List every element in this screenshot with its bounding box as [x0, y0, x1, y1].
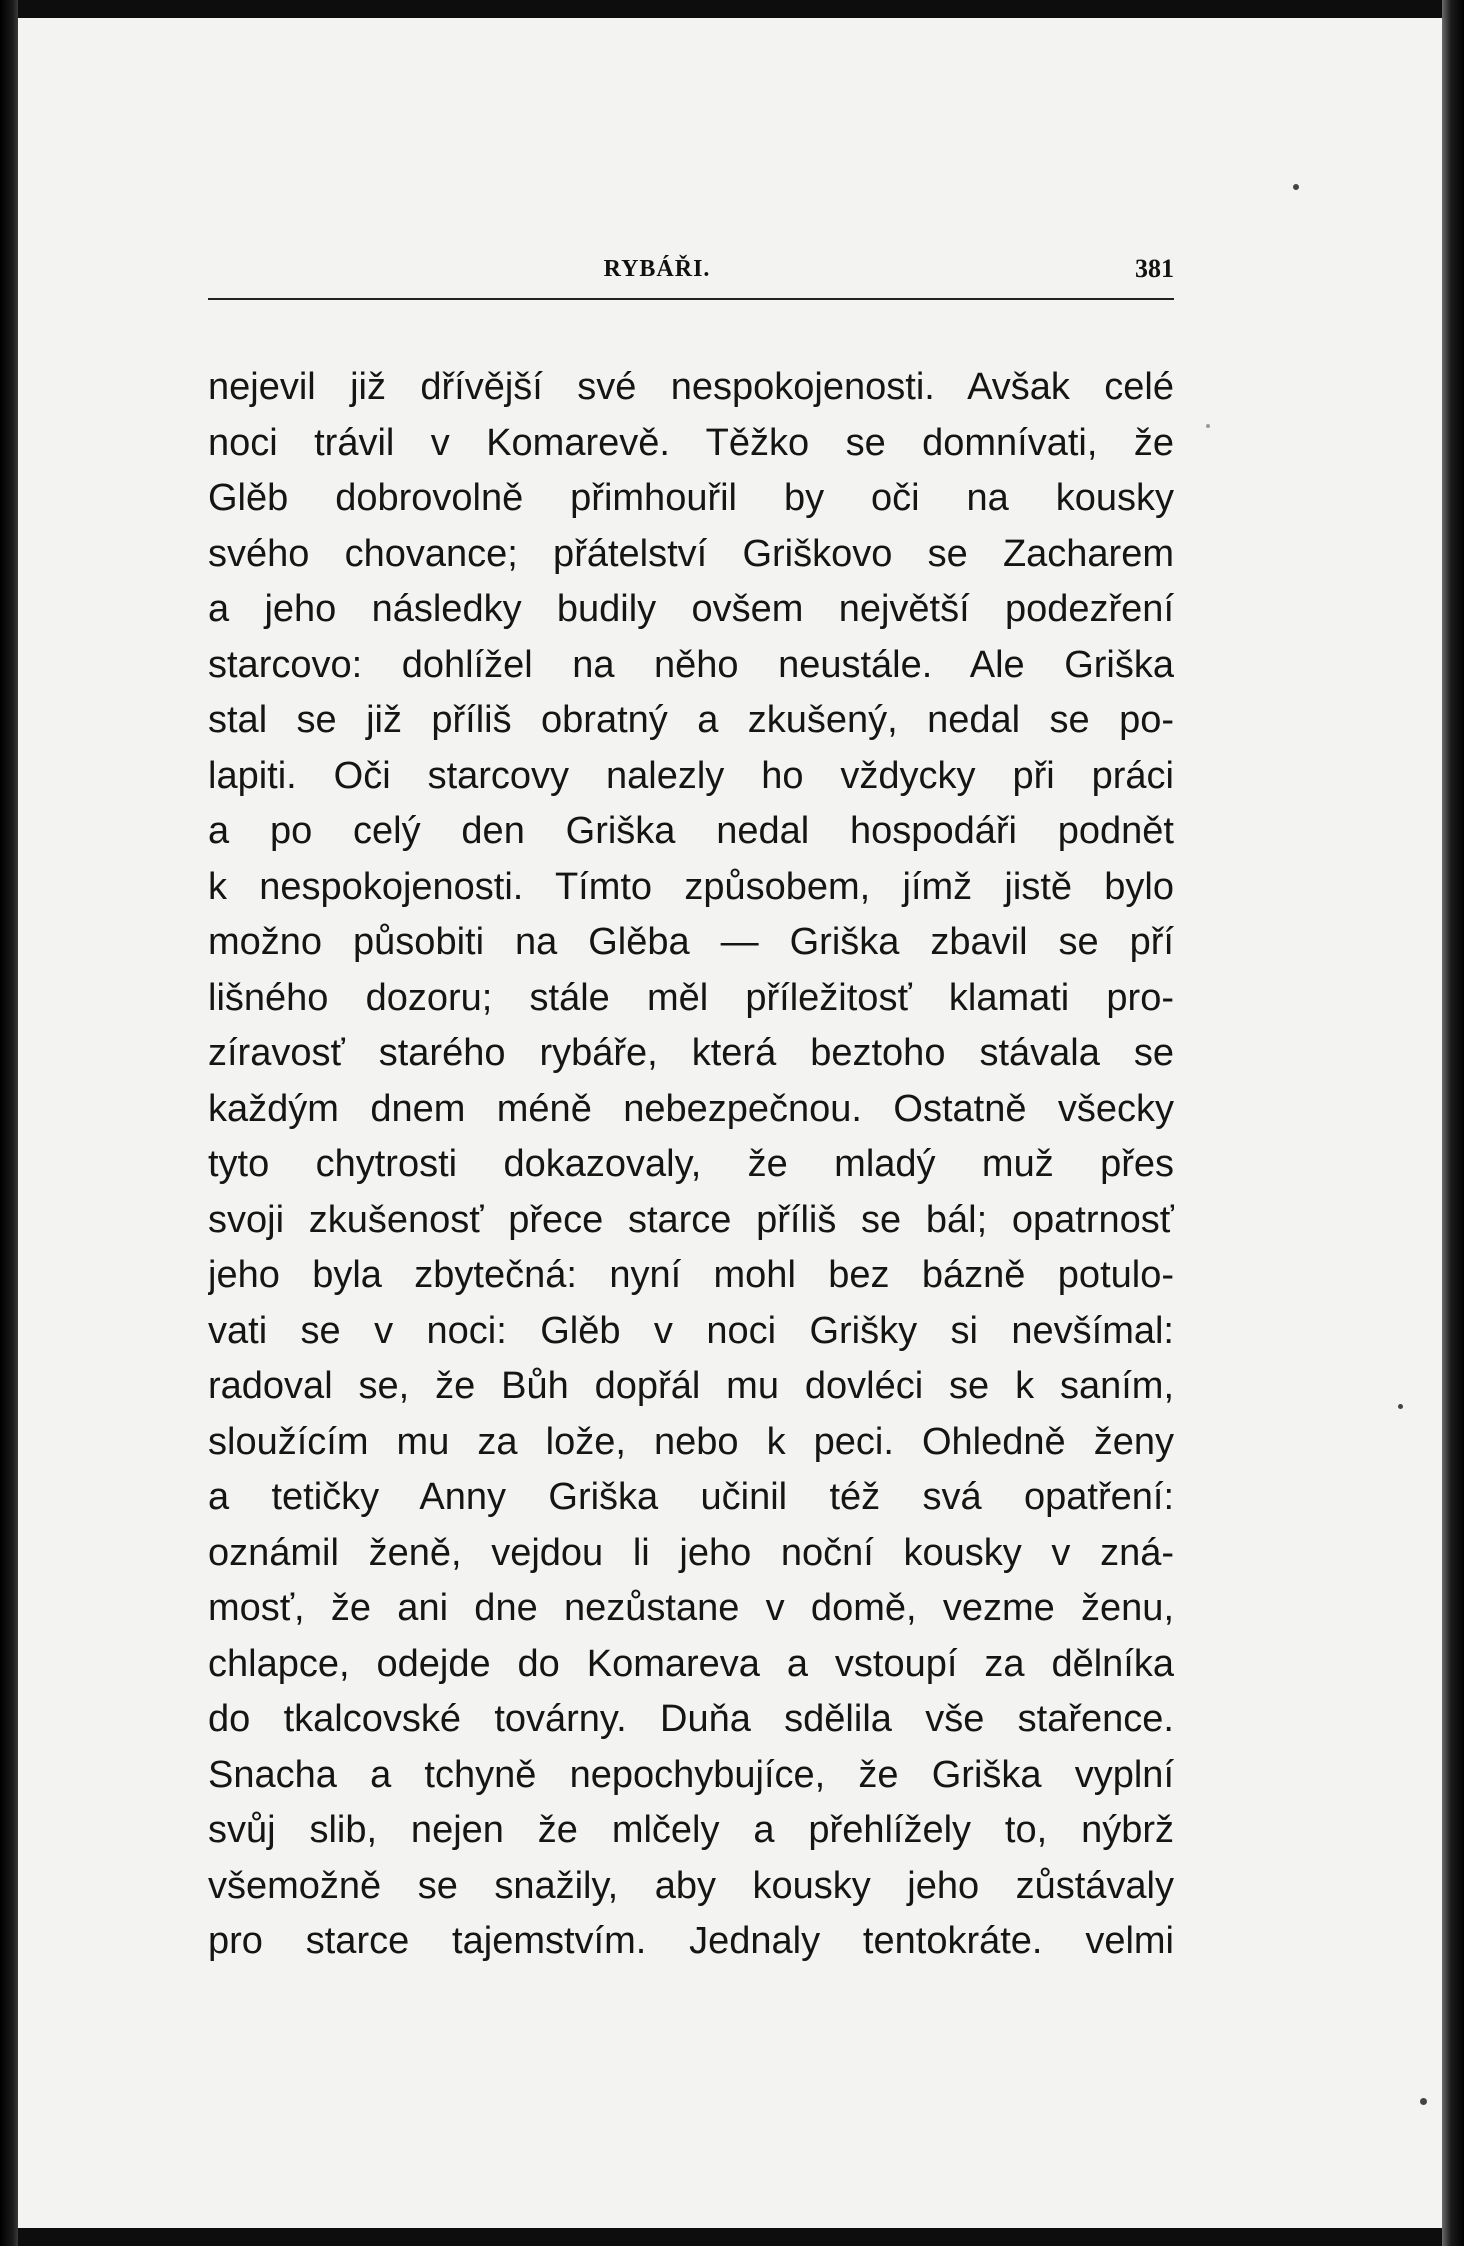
- page-header: [208, 252, 1174, 296]
- scan-right-edge: [1442, 0, 1464, 2246]
- header-rule: [208, 298, 1174, 300]
- text-line: pro starce tajemstvím. Jednaly tentokráte. velmi: [208, 1920, 1174, 1962]
- text-line: svůj slib, nejen že mlčely a přehlížely to, nýbrž: [208, 1809, 1174, 1851]
- text-line: a po celý den Griška nedal hospodáři podnět: [208, 810, 1174, 852]
- text-line: nejevil již dřívější své nespokojenosti. Avšak celé: [208, 366, 1174, 408]
- text-line: a jeho následky budily ovšem největší podezření: [208, 588, 1174, 630]
- text-line: svého chovance; přátelství Griškovo se Zacharem: [208, 532, 1174, 575]
- scan-speck: [1398, 1404, 1403, 1409]
- text-line: svoji zkušenosť přece starce příliš se bál; opatrnosť: [208, 1198, 1174, 1241]
- text-line: tyto chytrosti dokazovaly, že mladý muž přes: [208, 1143, 1174, 1185]
- text-line: Snacha a tchyně nepochybujíce, že Griška vyplní: [208, 1753, 1174, 1796]
- scan-left-edge: [0, 0, 18, 2246]
- text-line: možno působiti na Glěba — Griška zbavil se pří: [208, 921, 1174, 963]
- text-line: každým dnem méně nebezpečnou. Ostatně všecky: [208, 1087, 1174, 1130]
- text-line: všemožně se snažily, aby kousky jeho zůstávaly: [208, 1864, 1174, 1907]
- scan-speck: [1420, 2098, 1427, 2105]
- scan-speck: [1206, 424, 1210, 428]
- text-line: zíravosť starého rybáře, která beztoho stávala se: [208, 1032, 1174, 1074]
- page-number: 381: [1135, 254, 1174, 283]
- text-line: mosť, že ani dne nezůstane v domě, vezme ženu,: [208, 1587, 1174, 1629]
- text-line: Glěb dobrovolně přimhouřil by oči na kousky: [208, 477, 1174, 519]
- text-line: do tkalcovské továrny. Duňa sdělila vše stařence.: [208, 1698, 1174, 1740]
- text-line: sloužícím mu za lože, nebo k peci. Ohledně ženy: [208, 1420, 1174, 1463]
- text-line: k nespokojenosti. Tímto způsobem, jímž jistě bylo: [208, 865, 1174, 908]
- text-line: noci trávil v Komarevě. Těžko se domnívati, že: [208, 421, 1174, 464]
- text-line: oznámil ženě, vejdou li jeho noční kousky v zná-: [208, 1531, 1174, 1574]
- body-text: [208, 360, 1174, 1970]
- text-line: stal se již příliš obratný a zkušený, nedal se po-: [208, 699, 1174, 741]
- text-line: jeho byla zbytečná: nyní mohl bez bázně potulo-: [208, 1254, 1174, 1296]
- text-line: radoval se, že Bůh dopřál mu dovléci se k saním,: [208, 1365, 1174, 1407]
- text-line: a tetičky Anny Griška učinil též svá opatření:: [208, 1476, 1174, 1518]
- text-line: starcovo: dohlížel na něho neustále. Ale Griška: [208, 643, 1174, 686]
- scan-speck: [1293, 184, 1299, 190]
- text-line: vati se v noci: Glěb v noci Grišky si nevšímal:: [208, 1309, 1174, 1352]
- text-line: chlapce, odejde do Komareva a vstoupí za dělníka: [208, 1642, 1174, 1685]
- running-title: RYBÁŘI.: [603, 256, 711, 282]
- text-line: lapiti. Oči starcovy nalezly ho vždycky při práci: [208, 754, 1174, 797]
- text-line: lišného dozoru; stále měl příležitosť klamati pro-: [208, 976, 1174, 1019]
